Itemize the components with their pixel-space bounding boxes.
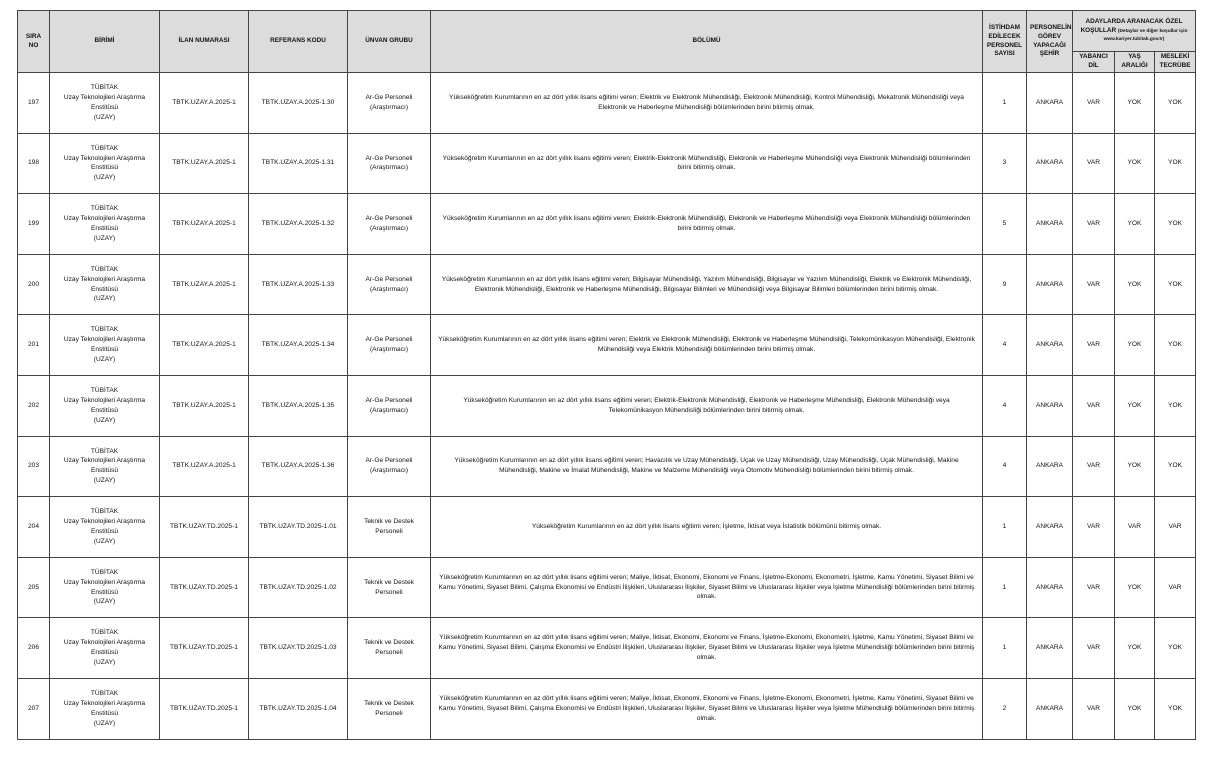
cell-birimi <box>50 618 160 679</box>
birim-line: Enstitüsü <box>90 709 119 717</box>
birim-line: Enstitüsü <box>90 346 119 354</box>
birim-line: (UZAY) <box>93 174 116 182</box>
header-yas-araligi: YAŞ ARALIĞI <box>1115 52 1155 73</box>
cell-ilan-numarasi: TBTK.UZAY.TD.2025-1 <box>160 678 249 739</box>
cell-mesleki-tecrube: YOK <box>1155 618 1196 679</box>
cell-personel-sayisi: 4 <box>983 315 1027 376</box>
header-mesleki-tecrube: MESLEKİ TECRÜBE <box>1155 52 1196 73</box>
cell-yabanci-dil: VAR <box>1073 678 1115 739</box>
cell-sehir: ANKARA <box>1027 315 1073 376</box>
cell-sehir: ANKARA <box>1027 678 1073 739</box>
cell-ilan-numarasi: TBTK.UZAY.TD.2025-1 <box>160 618 249 679</box>
cell-ilan-numarasi: TBTK.UZAY.TD.2025-1 <box>160 497 249 558</box>
cell-ilan-numarasi: TBTK.UZAY.A.2025-1 <box>160 133 249 194</box>
birim-line: (UZAY) <box>93 356 116 364</box>
unvan-line: Ar-Ge Personeli <box>365 396 413 404</box>
birim-line: Enstitüsü <box>90 164 119 172</box>
birim-line: (UZAY) <box>93 598 116 606</box>
unvan-line: Ar-Ge Personeli <box>365 457 413 465</box>
unvan-line: (Araştırmacı) <box>369 224 409 232</box>
unvan-line: (Araştırmacı) <box>369 346 409 354</box>
birim-line: Uzay Teknolojileri Araştırma <box>63 578 146 586</box>
birim-line: Uzay Teknolojileri Araştırma <box>63 699 146 707</box>
unvan-line: Personeli <box>375 649 403 657</box>
cell-birimi <box>50 678 160 739</box>
cell-mesleki-tecrube: YOK <box>1155 73 1196 134</box>
unvan-line: (Araştırmacı) <box>369 164 409 172</box>
birim-line: (UZAY) <box>93 234 116 242</box>
cell-mesleki-tecrube: YOK <box>1155 315 1196 376</box>
unvan-line: (Araştırmacı) <box>369 406 409 414</box>
cell-sehir: ANKARA <box>1027 194 1073 255</box>
cell-birimi <box>50 375 160 436</box>
cell-personel-sayisi: 2 <box>983 678 1027 739</box>
cell-mesleki-tecrube: YOK <box>1155 133 1196 194</box>
cell-sehir: ANKARA <box>1027 557 1073 618</box>
header-referans-kodu: REFERANS KODU <box>249 11 348 73</box>
birim-line: (UZAY) <box>93 113 116 121</box>
cell-mesleki-tecrube: YOK <box>1155 254 1196 315</box>
birim-line: TÜBİTAK <box>90 568 119 576</box>
birim-line: (UZAY) <box>93 416 116 424</box>
cell-unvan-grubu <box>348 678 431 739</box>
unvan-line: Personeli <box>375 709 403 717</box>
birim-line: TÜBİTAK <box>90 508 119 516</box>
cell-bolumu: Yükseköğretim Kurumlarının en az dört yıllık lisans eğitimi veren; Elektrik ve Elektronik Mühendisliği, Elektronik Mühendisliği, Kontrol Mühendisliği, Mekatronik Mühendisliği veya Elektronik ve Haberleşme Mühendisliği bölümlerinden birini bitirmiş olmak. <box>431 73 983 134</box>
unvan-line: Personeli <box>375 527 403 535</box>
cell-referans-kodu: TBTK.UZAY.A.2025-1.33 <box>249 254 348 315</box>
birim-line: Enstitüsü <box>90 588 119 596</box>
birim-line: TÜBİTAK <box>90 144 119 152</box>
birim-line: Uzay Teknolojileri Araştırma <box>63 639 146 647</box>
birim-line: Uzay Teknolojileri Araştırma <box>63 336 146 344</box>
unvan-line: (Araştırmacı) <box>369 285 409 293</box>
cell-yas-araligi: VAR <box>1115 497 1155 558</box>
unvan-line: Teknik ve Destek <box>364 518 414 526</box>
cell-unvan-grubu <box>348 618 431 679</box>
cell-sira-no: 202 <box>18 375 50 436</box>
cell-bolumu: Yükseköğretim Kurumlarının en az dört yıllık lisans eğitimi veren; Elektrik-Elektronik Mühendisliği, Elektronik ve Haberleşme Mühendisliği veya Elektronik Mühendisliği bölümlerinden birini bitirmiş olmak. <box>431 194 983 255</box>
header-ozel-kosullar-note: (Detaylar ve diğer koşullar için www.kariyer.tubitak.gov.tr) <box>1103 28 1188 43</box>
cell-yas-araligi: YOK <box>1115 618 1155 679</box>
cell-bolumu: Yükseköğretim Kurumlarının en az dört yıllık lisans eğitimi veren; Elektrik ve Elektronik Mühendisliği, Elektronik ve Haberleşme Mühendisliği, Telekomünikasyon Mühendisliği, Elektronik Mühendisliği veya Elektrik Mühendisliği bölümlerinden birini bitirmiş olmak. <box>431 315 983 376</box>
cell-sira-no: 200 <box>18 254 50 315</box>
cell-bolumu: Yükseköğretim Kurumlarının en az dört yıllık lisans eğitimi veren; Havacılık ve Uzay Mühendisliği, Uçak ve Uzay Mühendisliği, Uzay Mühendisliği, Uçak Mühendisliği, Makine Mühendisliği, Makine ve İmalat Mühendisliği, Makine ve Malzeme Mühendisliği veya Otomotiv Mühendisliği bölümlerinden birini bitirmiş olmak. <box>431 436 983 497</box>
cell-personel-sayisi: 1 <box>983 618 1027 679</box>
table-row <box>18 133 1196 194</box>
cell-mesleki-tecrube: VAR <box>1155 497 1196 558</box>
birim-line: TÜBİTAK <box>90 447 119 455</box>
cell-yabanci-dil: VAR <box>1073 133 1115 194</box>
header-istihdam-sayisi: İSTİHDAM EDİLECEK PERSONEL SAYISI <box>983 11 1027 73</box>
table-row <box>18 194 1196 255</box>
cell-yas-araligi: YOK <box>1115 375 1155 436</box>
cell-yas-araligi: YOK <box>1115 254 1155 315</box>
table-body <box>18 73 1196 740</box>
birim-line: Enstitüsü <box>90 649 119 657</box>
cell-ilan-numarasi: TBTK.UZAY.A.2025-1 <box>160 194 249 255</box>
cell-ilan-numarasi: TBTK.UZAY.A.2025-1 <box>160 436 249 497</box>
unvan-line: (Araştırmacı) <box>369 467 409 475</box>
cell-yabanci-dil: VAR <box>1073 315 1115 376</box>
cell-unvan-grubu <box>348 194 431 255</box>
cell-sira-no: 206 <box>18 618 50 679</box>
birim-line: Enstitüsü <box>90 406 119 414</box>
header-ozel-kosullar <box>1073 11 1196 52</box>
birim-line: TÜBİTAK <box>90 629 119 637</box>
cell-personel-sayisi: 9 <box>983 254 1027 315</box>
cell-referans-kodu: TBTK.UZAY.A.2025-1.32 <box>249 194 348 255</box>
header-birimi: BİRİMİ <box>50 11 160 73</box>
birim-line: (UZAY) <box>93 295 116 303</box>
birim-line: (UZAY) <box>93 719 116 727</box>
cell-birimi <box>50 497 160 558</box>
cell-sehir: ANKARA <box>1027 73 1073 134</box>
cell-referans-kodu: TBTK.UZAY.TD.2025-1.01 <box>249 497 348 558</box>
unvan-line: Personeli <box>375 588 403 596</box>
cell-sehir: ANKARA <box>1027 133 1073 194</box>
cell-sira-no: 204 <box>18 497 50 558</box>
header-ozel-kosullar-title: ADAYLARDA ARANACAK ÖZEL KOŞULLAR <box>1080 18 1183 34</box>
header-gorev-sehir: PERSONELİN GÖREV YAPACAĞI ŞEHİR <box>1027 11 1073 73</box>
cell-sehir: ANKARA <box>1027 497 1073 558</box>
cell-yas-araligi: YOK <box>1115 315 1155 376</box>
birim-line: Enstitüsü <box>90 285 119 293</box>
cell-mesleki-tecrube: YOK <box>1155 678 1196 739</box>
unvan-line: Ar-Ge Personeli <box>365 93 413 101</box>
cell-birimi <box>50 194 160 255</box>
table-row <box>18 557 1196 618</box>
cell-sehir: ANKARA <box>1027 254 1073 315</box>
birim-line: TÜBİTAK <box>90 84 119 92</box>
cell-ilan-numarasi: TBTK.UZAY.A.2025-1 <box>160 375 249 436</box>
header-unvan-grubu: ÜNVAN GRUBU <box>348 11 431 73</box>
cell-sira-no: 203 <box>18 436 50 497</box>
header-ilan-numarasi: İLAN NUMARASI <box>160 11 249 73</box>
cell-unvan-grubu <box>348 133 431 194</box>
birim-line: TÜBİTAK <box>90 386 119 394</box>
page-container <box>17 10 1196 740</box>
birim-line: (UZAY) <box>93 659 116 667</box>
cell-mesleki-tecrube: YOK <box>1155 375 1196 436</box>
cell-referans-kodu: TBTK.UZAY.TD.2025-1.03 <box>249 618 348 679</box>
table-row <box>18 375 1196 436</box>
cell-birimi <box>50 315 160 376</box>
cell-referans-kodu: TBTK.UZAY.A.2025-1.35 <box>249 375 348 436</box>
header-yabanci-dil: YABANCI DİL <box>1073 52 1115 73</box>
cell-ilan-numarasi: TBTK.UZAY.TD.2025-1 <box>160 557 249 618</box>
birim-line: TÜBİTAK <box>90 689 119 697</box>
cell-mesleki-tecrube: YOK <box>1155 436 1196 497</box>
unvan-line: Teknik ve Destek <box>364 639 414 647</box>
cell-referans-kodu: TBTK.UZAY.A.2025-1.36 <box>249 436 348 497</box>
cell-yabanci-dil: VAR <box>1073 557 1115 618</box>
cell-yas-araligi: YOK <box>1115 73 1155 134</box>
cell-referans-kodu: TBTK.UZAY.A.2025-1.34 <box>249 315 348 376</box>
unvan-line: Ar-Ge Personeli <box>365 275 413 283</box>
cell-ilan-numarasi: TBTK.UZAY.A.2025-1 <box>160 315 249 376</box>
cell-sehir: ANKARA <box>1027 375 1073 436</box>
cell-referans-kodu: TBTK.UZAY.A.2025-1.30 <box>249 73 348 134</box>
birim-line: Uzay Teknolojileri Araştırma <box>63 93 146 101</box>
cell-yabanci-dil: VAR <box>1073 618 1115 679</box>
header-bolumu: BÖLÜMÜ <box>431 11 983 73</box>
unvan-line: Ar-Ge Personeli <box>365 336 413 344</box>
cell-birimi <box>50 436 160 497</box>
cell-birimi <box>50 133 160 194</box>
birim-line: TÜBİTAK <box>90 265 119 273</box>
cell-unvan-grubu <box>348 557 431 618</box>
cell-personel-sayisi: 4 <box>983 436 1027 497</box>
cell-referans-kodu: TBTK.UZAY.TD.2025-1.02 <box>249 557 348 618</box>
table-row <box>18 73 1196 134</box>
birim-line: Uzay Teknolojileri Araştırma <box>63 215 146 223</box>
cell-referans-kodu: TBTK.UZAY.A.2025-1.31 <box>249 133 348 194</box>
cell-unvan-grubu <box>348 254 431 315</box>
cell-sira-no: 205 <box>18 557 50 618</box>
cell-personel-sayisi: 5 <box>983 194 1027 255</box>
cell-yas-araligi: YOK <box>1115 436 1155 497</box>
cell-bolumu: Yükseköğretim Kurumlarının en az dört yıllık lisans eğitimi veren; Bilgisayar Mühendisliği, Yazılım Mühendisliği, Bilgisayar ve Yazılım Mühendisliği, Elektrik ve Elektronik Mühendisliği, Elektronik Mühendisliği, Elektronik ve Haberleşme Mühendisliği, Bilgisayar Bilimleri ve Mühendisliği veya Bilgisayar Bilimleri bölümlerinden birini bitirmiş olmak. <box>431 254 983 315</box>
table-row <box>18 678 1196 739</box>
cell-yas-araligi: YOK <box>1115 194 1155 255</box>
cell-mesleki-tecrube: YOK <box>1155 194 1196 255</box>
cell-personel-sayisi: 4 <box>983 375 1027 436</box>
birim-line: Enstitüsü <box>90 467 119 475</box>
table-row <box>18 254 1196 315</box>
cell-bolumu: Yükseköğretim Kurumlarının en az dört yıllık lisans eğitimi veren; Maliye, İktisat, Ekonomi, Ekonomi ve Finans, İşletme-Ekonomi, Ekonometri, İşletme, Kamu Yönetimi, Siyaset Bilimi ve Kamu Yönetimi, Siyaset Bilimi, Çalışma Ekonomisi ve Endüstri İlişkileri, Uluslararası İlişkiler, Siyaset Bilimi ve Uluslararası İlişkiler veya İşletme Mühendisliği bölümlerinden birini bitirmiş olmak. <box>431 678 983 739</box>
unvan-line: (Araştırmacı) <box>369 103 409 111</box>
birim-line: Uzay Teknolojileri Araştırma <box>63 154 146 162</box>
cell-mesleki-tecrube: VAR <box>1155 557 1196 618</box>
cell-unvan-grubu <box>348 497 431 558</box>
cell-referans-kodu: TBTK.UZAY.TD.2025-1.04 <box>249 678 348 739</box>
cell-yabanci-dil: VAR <box>1073 375 1115 436</box>
job-listing-table <box>17 10 1196 740</box>
cell-yabanci-dil: VAR <box>1073 194 1115 255</box>
birim-line: Enstitüsü <box>90 103 119 111</box>
cell-unvan-grubu <box>348 375 431 436</box>
table-row <box>18 436 1196 497</box>
cell-sehir: ANKARA <box>1027 618 1073 679</box>
table-row <box>18 497 1196 558</box>
table-row <box>18 618 1196 679</box>
cell-birimi <box>50 557 160 618</box>
unvan-line: Teknik ve Destek <box>364 699 414 707</box>
unvan-line: Ar-Ge Personeli <box>365 215 413 223</box>
birim-line: Enstitüsü <box>90 527 119 535</box>
cell-sira-no: 197 <box>18 73 50 134</box>
cell-yabanci-dil: VAR <box>1073 436 1115 497</box>
cell-sira-no: 198 <box>18 133 50 194</box>
cell-yabanci-dil: VAR <box>1073 254 1115 315</box>
cell-unvan-grubu <box>348 436 431 497</box>
cell-sira-no: 207 <box>18 678 50 739</box>
cell-birimi <box>50 254 160 315</box>
cell-bolumu: Yükseköğretim Kurumlarının en az dört yıllık lisans eğitimi veren; Maliye, İktisat, Ekonomi, Ekonomi ve Finans, İşletme-Ekonomi, Ekonometri, İşletme, Kamu Yönetimi, Siyaset Bilimi ve Kamu Yönetimi, Siyaset Bilimi, Çalışma Ekonomisi ve Endüstri İlişkileri, Uluslararası İlişkiler, Siyaset Bilimi ve Uluslararası İlişkiler veya İşletme Mühendisliği bölümlerinden birini bitirmiş olmak. <box>431 557 983 618</box>
cell-personel-sayisi: 1 <box>983 497 1027 558</box>
birim-line: Uzay Teknolojileri Araştırma <box>63 396 146 404</box>
cell-personel-sayisi: 1 <box>983 73 1027 134</box>
table-row <box>18 315 1196 376</box>
cell-ilan-numarasi: TBTK.UZAY.A.2025-1 <box>160 73 249 134</box>
cell-bolumu: Yükseköğretim Kurumlarının en az dört yıllık lisans eğitimi veren; Elektrik-Elektronik Mühendisliği, Elektronik ve Haberleşme Mühendisliği veya Elektronik Mühendisliği bölümlerinden birini bitirmiş olmak. <box>431 133 983 194</box>
cell-birimi <box>50 73 160 134</box>
birim-line: (UZAY) <box>93 477 116 485</box>
cell-yabanci-dil: VAR <box>1073 73 1115 134</box>
birim-line: Uzay Teknolojileri Araştırma <box>63 275 146 283</box>
cell-yabanci-dil: VAR <box>1073 497 1115 558</box>
birim-line: Uzay Teknolojileri Araştırma <box>63 457 146 465</box>
cell-bolumu: Yükseköğretim Kurumlarının en az dört yıllık lisans eğitimi veren; Elektrik-Elektronik Mühendisliği, Elektronik ve Haberleşme Mühendisliği, Elektronik Mühendisliği veya Telekomünikasyon Mühendisliği bölümlerinden birini bitirmiş olmak. <box>431 375 983 436</box>
header-sira-no: SIRA NO <box>18 11 50 73</box>
birim-line: (UZAY) <box>93 537 116 545</box>
cell-personel-sayisi: 3 <box>983 133 1027 194</box>
unvan-line: Teknik ve Destek <box>364 578 414 586</box>
cell-sira-no: 199 <box>18 194 50 255</box>
unvan-line: Ar-Ge Personeli <box>365 154 413 162</box>
birim-line: TÜBİTAK <box>90 205 119 213</box>
cell-yas-araligi: YOK <box>1115 557 1155 618</box>
birim-line: Enstitüsü <box>90 224 119 232</box>
cell-bolumu: Yükseköğretim Kurumlarının en az dört yıllık lisans eğitimi veren; İşletme, İktisat veya İstatistik bölümünü bitirmiş olmak. <box>431 497 983 558</box>
cell-sehir: ANKARA <box>1027 436 1073 497</box>
cell-bolumu: Yükseköğretim Kurumlarının en az dört yıllık lisans eğitimi veren; Maliye, İktisat, Ekonomi, Ekonomi ve Finans, İşletme-Ekonomi, Ekonometri, İşletme, Kamu Yönetimi, Siyaset Bilimi ve Kamu Yönetimi, Siyaset Bilimi, Çalışma Ekonomisi ve Endüstri İlişkileri, Uluslararası İlişkiler, Siyaset Bilimi ve Uluslararası İlişkiler veya İşletme Mühendisliği bölümlerinden birini bitirmiş olmak. <box>431 618 983 679</box>
cell-yas-araligi: YOK <box>1115 133 1155 194</box>
cell-personel-sayisi: 1 <box>983 557 1027 618</box>
cell-unvan-grubu <box>348 73 431 134</box>
cell-sira-no: 201 <box>18 315 50 376</box>
birim-line: TÜBİTAK <box>90 326 119 334</box>
birim-line: Uzay Teknolojileri Araştırma <box>63 518 146 526</box>
cell-yas-araligi: YOK <box>1115 678 1155 739</box>
cell-ilan-numarasi: TBTK.UZAY.A.2025-1 <box>160 254 249 315</box>
cell-unvan-grubu <box>348 315 431 376</box>
